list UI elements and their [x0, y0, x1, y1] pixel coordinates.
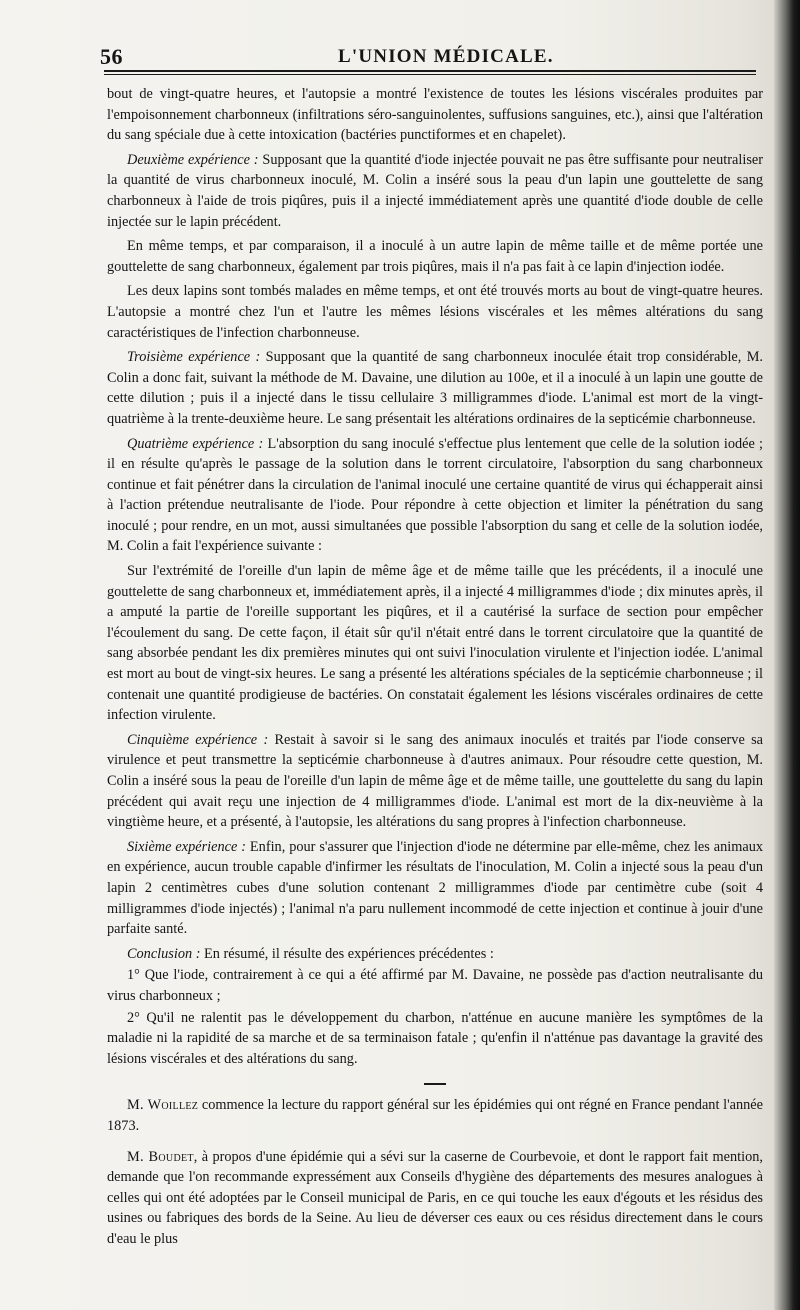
header-rule-thin — [104, 74, 756, 75]
conclusion-point-2: 2° Qu'il ne ralentit pas le développement du charbon, n'atténue en aucune manière les symptômes de la maladie ni la rapidité de sa marche et de sa terminaison fatale ; qu'enfin il n'atténue pas davantage la gravité des lésions viscérales et des altérations du sang. — [107, 1009, 763, 1067]
paragraph-experiment-6: Sixième expérience : Enfin, pour s'assurer que l'injection d'iode ne détermine par elle-même, chez les animaux en expérience, aucun trouble capable d'infirmer les résultats de l'inoculation, M. Colin a injecté sous la peau d'un lapin 2 centimètres cubes d'une solution contenant 2 milligrammes d'iode par centimètre cube (soit 4 milligrammes d'iode injectés) ; l'animal n'a paru nullement incommodé de cette injection et continue à jouir d'une parfaite santé. — [107, 838, 763, 938]
binding-edge-shadow — [774, 0, 800, 1310]
speaker-name: M. Boudet — [127, 1148, 194, 1165]
conclusion-heading: Conclusion : — [127, 945, 201, 962]
paragraph-continuation: bout de vingt-quatre heures, et l'autopsie a montré l'existence de toutes les lésions viscérales produites par l'empoisonnement charbonneux (infiltrations séro-sanguinolentes, suffusions sanguines, etc.), ainsi que l'altération du sang spéciale due à cette intoxication (bactéries punctiformes et en chapelet). — [107, 86, 763, 144]
paragraph-ear-procedure: Sur l'extrémité de l'oreille d'un lapin de même âge et de même taille que les précédents, il a inoculé une gouttelette de sang charbonneux et, immédiatement après, il a injecté 4 milligrammes d'iode ; dix minutes après, il a amputé la partie de l'oreille supportant les piqûres, et il a cautérisé la surface de section pour empêcher l'écoulement du sang. De cette façon, il était sûr qu'il n'était entré dans le torrent circulatoire que la quantité de sang absorbée pendant les dix premières minutes qui ont suivi l'inoculation virulente et l'injection iodée. L'animal est mort au bout de vingt-six heures. Le sang a présenté les altérations spéciales de la septicémie charbonneuse ; il contenait une quantité prodigieuse de bactéries. On constatait également les lésions viscérales ordinaires de cette infection virulente. — [107, 563, 763, 724]
running-title: L'UNION MÉDICALE. — [338, 46, 554, 67]
experiment-heading: Sixième expérience : — [127, 838, 246, 855]
experiment-heading: Cinquième expérience : — [127, 731, 269, 748]
paragraph-experiment-3: Troisième expérience : Supposant que la quantité de sang charbonneux inoculée était trop considérable, M. Colin a donc fait, suivant la méthode de M. Davaine, une dilution au 100e, et il a inoculé à un lapin une goutte de cette dilution ; puis il a injecté dans le tissu cellulaire 3 milligrammes d'iode. L'animal est mort de la vingt-quatrième à la trente-deuxième heure. Le sang présentait les altérations ordinaires de la septicémie charbonneuse. — [107, 349, 764, 427]
experiment-heading: Troisième expérience : — [127, 349, 261, 366]
paragraph-experiment-2: Deuxième expérience : Supposant que la quantité d'iode injectée pouvait ne pas être suffisante pour neutraliser la quantité de virus charbonneux inoculé, M. Colin a inséré sous la peau d'un lapin une gouttelette de sang charbonneux à l'aide de trois piqûres, puis il a injecté immédiatement après une quantité d'iode double de celle injectée sur le lapin précédent. — [107, 151, 763, 230]
paragraph-results: Les deux lapins sont tombés malades en même temps, et ont été trouvés morts au bout de vingt-quatre heures. L'autopsie a montré chez l'un et l'autre les mêmes lésions viscérales et les mêmes altérations du sang caractéristiques de l'infection charbonneuse. — [107, 283, 763, 341]
paragraph-comparison: En même temps, et par comparaison, il a inoculé à un autre lapin de même taille et de même portée une gouttelette de sang charbonneux, également par trois piqûres, mais il n'a pas fait à ce lapin d'injection iodée. — [107, 238, 763, 275]
paragraph-conclusion: Conclusion : En résumé, il résulte des expériences précédentes : — [127, 945, 494, 962]
paragraph-woillez: M. Woillez commence la lecture du rapport général sur les épidémies qui ont régné en France pendant l'année 1873. — [107, 1097, 763, 1134]
page-number: 56 — [100, 44, 123, 69]
article-body — [107, 84, 763, 1253]
experiment-heading: Deuxième expérience : — [127, 151, 259, 168]
paragraph-experiment-5: Cinquième expérience : Restait à savoir si le sang des animaux inoculés et traités par l'iode conserve sa virulence et peut transmettre la septicémie charbonneuse à d'autres animaux. Pour résoudre cette question, M. Colin a inséré sous la peau de l'oreille d'un lapin de même âge et de même taille, une gouttelette du sang du lapin précédent qui avait reçu une injection de 4 milligrammes d'iode. L'animal est mort de la dix-neuvième à la vingtième heure, et a présenté, à l'autopsie, les altérations du sang propres à l'infection charbonneuse. — [107, 731, 763, 831]
speaker-name: M. Woillez — [127, 1097, 199, 1114]
paragraph-experiment-4: Quatrième expérience : L'absorption du sang inoculé s'effectue plus lentement que celle de la solution iodée ; il en résulte qu'après le passage de la solution dans le torrent circulatoire, l'absorption du sang charbonneux continue et fait pénétrer dans la circulation de l'animal inoculé une certaine quantité de virus qui échapperait ainsi à l'action prétendue neutralisante de l'iode. Pour répondre à cette objection et limiter la pénétration du sang inoculé ; pour rendre, en un mot, aussi simultanées que possible l'absorption du sang et celle de la solution iodée, M. Colin a fait l'expérience suivante : — [107, 435, 764, 555]
page-header — [100, 38, 756, 78]
header-rule — [104, 70, 756, 72]
paragraph-boudet: M. Boudet, à propos d'une épidémie qui a sévi sur la caserne de Courbevoie, et dont le rapport fait mention, demande que l'on recommande expressément aux Conseils d'hygiène des départements des mesures analogues à celles qui ont été adoptées par le Conseil municipal de Paris, en ce qui touche les eaux d'égouts et les résidus des usines ou fabriques des bords de la Seine. Au lieu de déverser ces eaux ou ces résidus directement dans le cours d'eau le plus — [107, 1148, 763, 1247]
experiment-heading: Quatrième expérience : — [127, 435, 264, 452]
conclusion-point-1: 1° Que l'iode, contrairement à ce qui a été affirmé par M. Davaine, ne possède pas d'action neutralisante du virus charbonneux ; — [107, 967, 763, 1004]
section-separator — [424, 1083, 446, 1085]
